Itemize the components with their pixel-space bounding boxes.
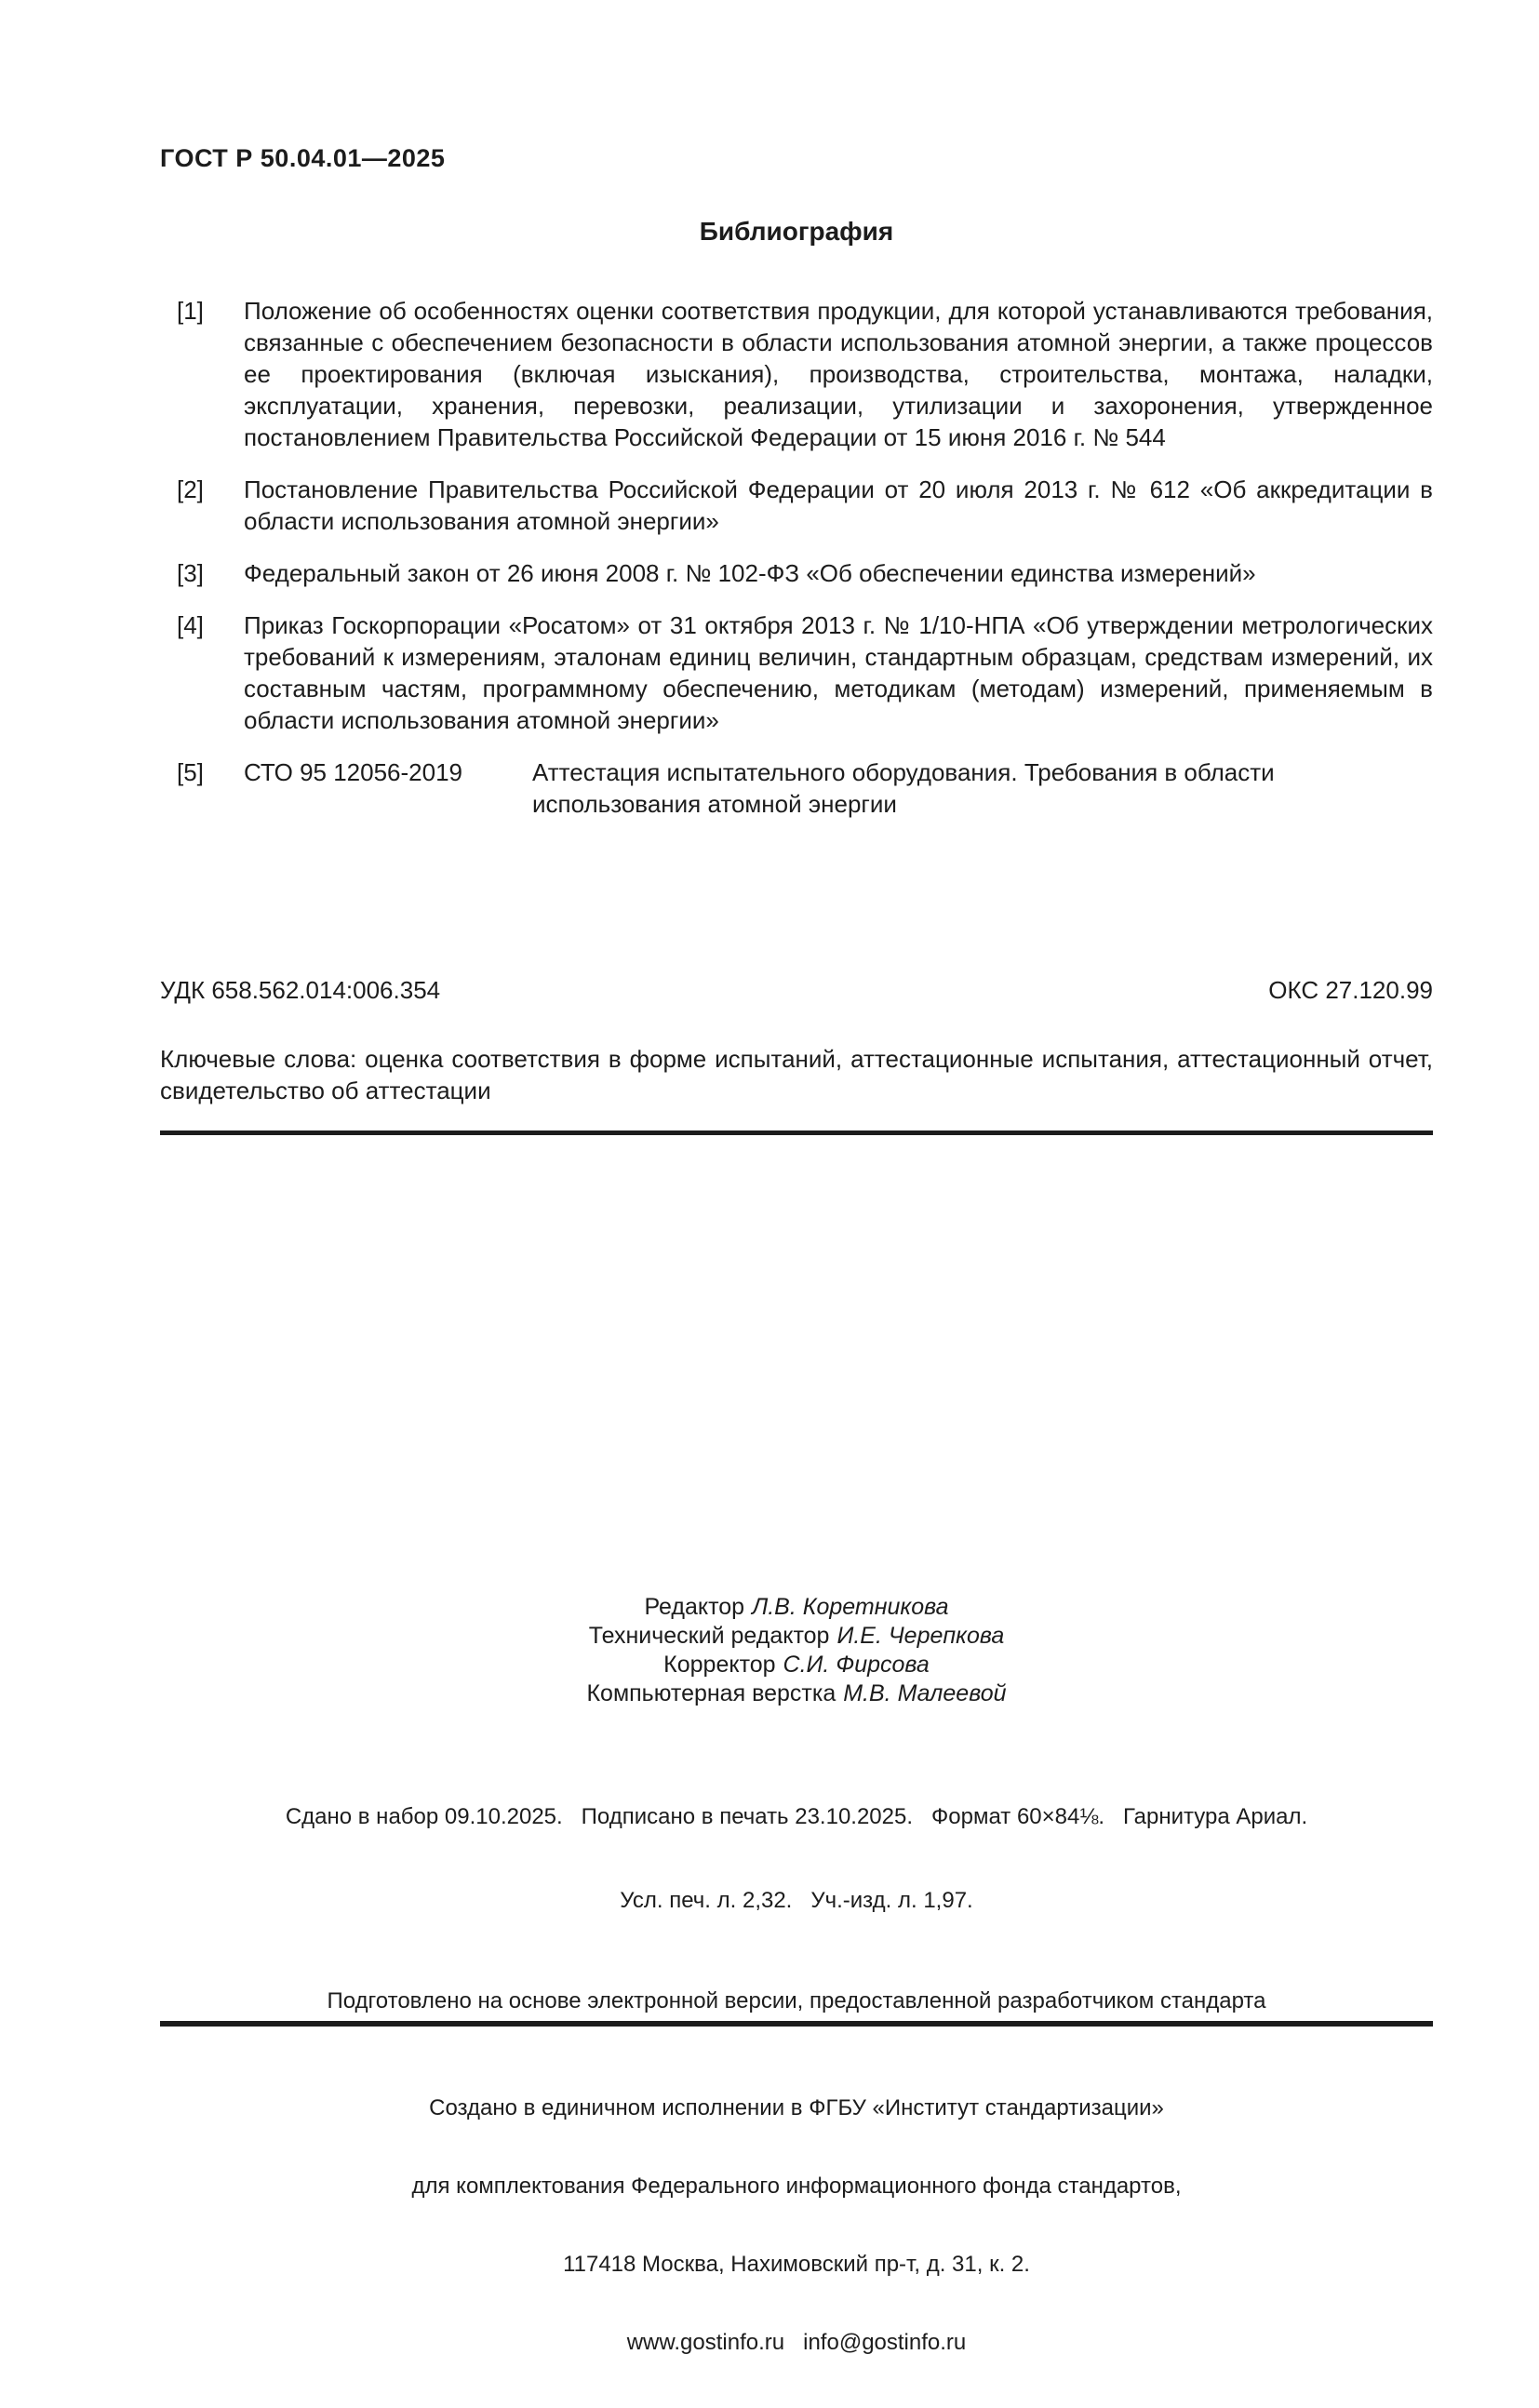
prepared-note: Подготовлено на основе электронной версии, предоставленной разработчиком стандарта <box>327 1988 1266 2013</box>
staff-role: Корректор <box>663 1652 776 1678</box>
bib-item-number: [5] <box>177 758 204 786</box>
publisher-footer <box>160 2043 1433 2408</box>
staff-line-editor <box>160 1593 1433 1622</box>
imprint-block <box>160 1747 1433 1971</box>
bibliography-item-2 <box>160 474 1433 537</box>
bib-item-text: Аттестация испытательного оборудования. Требования в области использования атомной энергии <box>532 758 1275 818</box>
standard-code-header: ГОСТ Р 50.04.01—2025 <box>160 144 446 172</box>
staff-role: Компьютерная верстка <box>586 1680 836 1706</box>
staff-line-technical-editor <box>160 1622 1433 1651</box>
imprint-line-1: Сдано в набор 09.10.2025. Подписано в печать 23.10.2025. Формат 60×84⅛. Гарнитура Ариал. <box>285 1804 1308 1829</box>
bib-item-number: [2] <box>177 475 204 503</box>
bibliography-list <box>160 295 1433 820</box>
keywords-paragraph: Ключевые слова: оценка соответствия в форме испытаний, аттестационные испытания, аттестационный отчет, свидетельство об аттестации <box>160 1045 1433 1104</box>
bib-item-number: [1] <box>177 297 204 325</box>
footer-separator-rule <box>160 2021 1433 2027</box>
footer-line-address: 117418 Москва, Нахимовский пр-т, д. 31, к. 2. <box>563 2252 1030 2277</box>
udk-code: УДК 658.562.014:006.354 <box>160 976 441 1004</box>
staff-line-layout <box>160 1679 1433 1708</box>
bib-item-text: Постановление Правительства Российской Федерации от 20 июля 2013 г. № 612 «Об аккредитации в области использования атомной энергии» <box>244 475 1433 535</box>
bib-item-number: [3] <box>177 559 204 587</box>
section-title: Библиография <box>699 217 894 246</box>
imprint-line-2: Усл. печ. л. 2,32. Уч.-изд. л. 1,97. <box>620 1888 973 1913</box>
bibliography-item-4 <box>160 609 1433 736</box>
bibliography-item-3 <box>160 557 1433 589</box>
staff-name: С.И. Фирсова <box>783 1652 930 1678</box>
staff-role: Технический редактор <box>588 1623 830 1649</box>
staff-name: И.Е. Черепкова <box>836 1623 1005 1649</box>
staff-role: Редактор <box>644 1594 745 1620</box>
footer-line-publisher: Создано в единичном исполнении в ФГБУ «Институт стандартизации» <box>429 2095 1164 2120</box>
staff-name: Л.В. Коретникова <box>752 1594 949 1620</box>
footer-line-contacts: www.gostinfo.ru info@gostinfo.ru <box>626 2330 967 2355</box>
bib-item-text: Положение об особенностях оценки соответствия продукции, для которой устанавливаются требования, связанные с обеспечением безопасности в области использования атомной энергии, а также процессов ее проектирования (включая изыскания), производства, строительства, монтажа, наладки, эксплуатации, хранения, перевозки, реализации, утилизации и захоронения, утвержденное постановлением Правительства Российской Федерации от 15 июня 2016 г. № 544 <box>244 297 1433 451</box>
oks-code: ОКС 27.120.99 <box>1268 976 1433 1004</box>
bib-item-text: Федеральный закон от 26 июня 2008 г. № 102-ФЗ «Об обеспечении единства измерений» <box>244 559 1256 587</box>
bib-item-text: Приказ Госкорпорации «Росатом» от 31 октября 2013 г. № 1/10-НПА «Об утверждении метрологических требований к измерениям, эталонам единиц величин, стандартным образцам, средствам измерений, их составным частям, программному обеспечению, методикам (методам) измерений, применяемым в области использования атомной энергии» <box>244 611 1433 734</box>
editorial-staff-block <box>160 1593 1433 1708</box>
footer-line-purpose: для комплектования Федерального информационного фонда стандартов, <box>411 2174 1182 2199</box>
bib-item-standard-code: СТО 95 12056-2019 <box>244 758 463 786</box>
bibliography-item-5 <box>160 756 1433 820</box>
staff-line-proofreader <box>160 1651 1433 1679</box>
bibliography-item-1 <box>160 295 1433 453</box>
staff-name: М.В. Малеевой <box>843 1680 1007 1706</box>
bib-item-number: [4] <box>177 611 204 639</box>
classification-row <box>160 976 1433 1004</box>
keywords-separator-rule <box>160 1130 1433 1135</box>
